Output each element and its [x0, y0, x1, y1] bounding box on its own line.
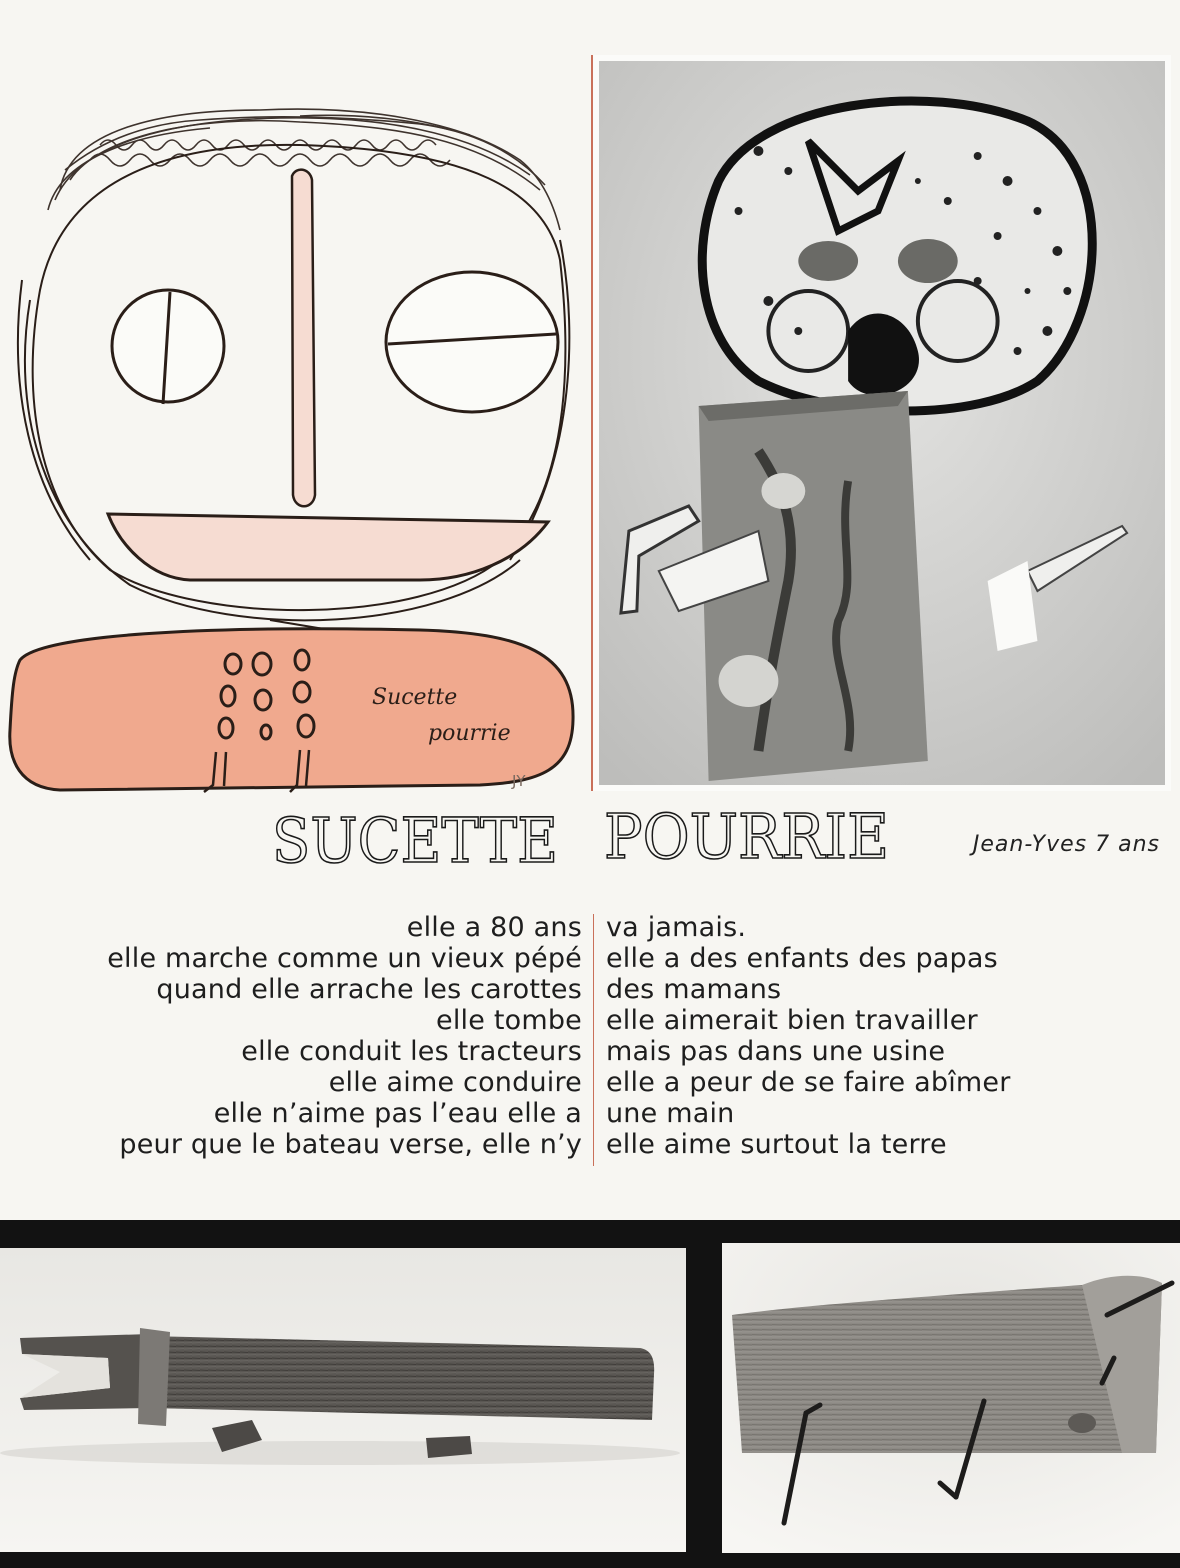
- poem-left-column: [107, 912, 582, 1160]
- poem-line: elle aime conduire: [328, 1067, 582, 1098]
- photo-wooden-animal: [722, 1243, 1180, 1553]
- drawing-initials: JY: [512, 772, 526, 790]
- photo-wooden-crocodile: [0, 1248, 686, 1552]
- poem-line: elle conduit les tracteurs: [241, 1036, 582, 1067]
- poem-line: quand elle arrache les carottes: [156, 974, 582, 1005]
- poem: [0, 912, 1180, 1172]
- column-divider: [593, 914, 594, 1166]
- poem-line: peur que le bateau verse, elle n’y: [119, 1129, 582, 1160]
- poem-right-column: [606, 912, 1011, 1160]
- title-word-2: POURRIE: [604, 800, 889, 873]
- poem-line: elle n’aime pas l’eau elle a: [213, 1098, 582, 1129]
- poem-line: va jamais.: [606, 912, 747, 943]
- poem-line: elle a 80 ans: [406, 912, 582, 943]
- child-drawing: [0, 40, 590, 800]
- poem-line: elle aime surtout la terre: [606, 1129, 947, 1160]
- poem-line: des mamans: [606, 974, 782, 1005]
- poem-line: elle a des enfants des papas: [606, 943, 998, 974]
- poem-line: mais pas dans une usine: [606, 1036, 946, 1067]
- author-credit: Jean-Yves 7 ans: [972, 832, 1160, 857]
- poem-line: elle aimerait bien travailler: [606, 1005, 978, 1036]
- title-word-1: SUCETTE: [272, 804, 558, 877]
- drawing-caption-1: Sucette: [372, 685, 458, 710]
- page-title: [272, 800, 912, 880]
- poem-line: elle marche comme un vieux pépé: [107, 943, 582, 974]
- poem-line: une main: [606, 1098, 735, 1129]
- drawing-caption-2: pourrie: [428, 721, 511, 746]
- photo-sculpture-face: [591, 55, 1171, 791]
- poem-line: elle tombe: [436, 1005, 582, 1036]
- poem-line: elle a peur de se faire abîmer: [606, 1067, 1011, 1098]
